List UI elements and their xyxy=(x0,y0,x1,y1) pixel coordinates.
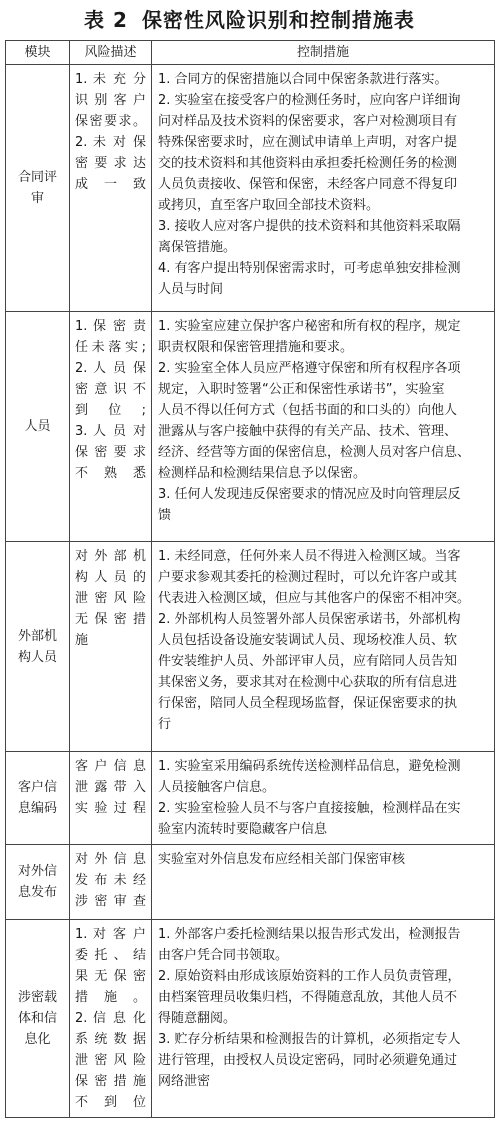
risk-description-line: 2. 信 息 化 xyxy=(75,1011,146,1026)
module-line: 审 xyxy=(30,191,44,206)
risk-description-line: 识 别 客 户 xyxy=(75,93,146,108)
control-measures-line: 代表进入检测区域，但应与其他客户的保密不相冲突。 xyxy=(158,591,471,606)
module-line: 客户信 xyxy=(17,780,57,795)
control-measures-line: 2. 外部机构人员签署外部人员保密承诺书，外部机构 xyxy=(158,612,461,627)
module-line: 外部机 xyxy=(17,628,57,644)
control-measures-line: 件安装维护人员、外部评审人员，应有陪同人员告知 xyxy=(158,654,458,669)
control-measures-line: 2. 实验室检验人员不与客户直接接触，检测样品在实 xyxy=(158,801,461,816)
control-measures-line: 1. 合同方的保密措施以合同中保密条款进行落实。 xyxy=(158,72,448,87)
module-line: 对外信 xyxy=(17,864,57,879)
risk-description-line: 对 外 信 息 xyxy=(75,852,146,867)
control-measures-line: 由客户凭合同书领取。 xyxy=(158,948,289,963)
control-measures-line: 由档案管理员收集归档，不得随意乱放，其他人员不 xyxy=(158,990,458,1005)
control-measures-line: 人员接触客户信息。 xyxy=(158,780,276,795)
module-cell xyxy=(6,845,70,920)
header-control-measures: 控制措施 xyxy=(152,41,495,65)
risk-description-line: 保 密 措 施 xyxy=(75,1074,146,1089)
risk-description-line: 密 要 求 达 xyxy=(75,156,146,171)
risk-description-line: 1. 未 充 分 xyxy=(75,72,146,87)
control-measures-line: 网络泄密 xyxy=(158,1074,211,1089)
risk-description-cell xyxy=(70,845,152,920)
control-measures-line: 泄露从与客户接触中获得的有关产品、技术、管理、 xyxy=(158,424,458,439)
control-measures-cell xyxy=(152,752,495,845)
control-measures-line: 行 xyxy=(158,717,172,732)
risk-description-line: 任未落实; xyxy=(75,340,146,355)
table-title xyxy=(0,0,499,40)
control-measures-line: 特殊保密要求时，应在测试申请单上声明，对客户提 xyxy=(158,135,458,150)
control-measures-line: 检测样品和检测结果信息予以保密。 xyxy=(158,466,367,481)
risk-description-cell xyxy=(70,752,152,845)
module-cell xyxy=(6,752,70,845)
table-row xyxy=(6,920,495,1118)
table-row xyxy=(6,65,495,312)
control-measures-line: 3. 接收人应对客户提供的技术资料和其他资料采取隔 xyxy=(158,219,461,234)
risk-description-line: 1. 对 客 户 xyxy=(75,927,146,942)
risk-description-cell xyxy=(70,920,152,1118)
risk-description-line: 泄 密 风 险 xyxy=(75,1053,146,1068)
module-line: 人员 xyxy=(24,419,51,434)
module-line: 息编码 xyxy=(17,801,57,816)
risk-description-line: 成一致 xyxy=(75,177,146,192)
risk-description-line: 客 户 信 息 xyxy=(75,759,146,774)
control-measures-line: 交的技术资料和其他资料由承担委托检测任务的检测 xyxy=(158,156,458,171)
risk-description-line: 保 密 要 求 xyxy=(75,445,146,460)
module-cell xyxy=(6,65,70,312)
table-row xyxy=(6,542,495,752)
risk-description-line: 施 xyxy=(75,633,89,648)
risk-description-line: 2. 未 对 保 xyxy=(75,135,146,150)
risk-description-line: 涉密审查 xyxy=(75,894,146,909)
control-measures-line: 2. 实验室全体人员应严格遵守保密和所有权程序各项 xyxy=(158,361,461,376)
risk-description-line: 委 托 、 结 xyxy=(75,948,146,963)
table-row xyxy=(6,752,495,845)
control-measures-line: 离保管措施。 xyxy=(158,240,237,255)
control-measures-line: 验室内流转时要隐藏客户信息 xyxy=(158,822,328,837)
risk-description-line: 不熟悉 xyxy=(75,466,146,481)
risk-description-line: 措施。 xyxy=(75,990,146,1005)
risk-description-cell xyxy=(70,312,152,542)
module-line: 涉密载 xyxy=(17,990,57,1005)
risk-description-line: 2. 人 员 保 xyxy=(75,361,146,376)
header-row xyxy=(6,41,495,65)
risk-description-line: 发 布 未 经 xyxy=(75,873,146,888)
control-measures-line: 2. 实验室在接受客户的检测任务时，应向客户详细询 xyxy=(158,93,461,108)
control-measures-cell xyxy=(152,920,495,1118)
control-measures-line: 人员包括设备设施安装调试人员、现场校准人员、软 xyxy=(158,633,458,648)
control-measures-line: 经济、经营等方面的保密信息，检测人员对客户信息、 xyxy=(158,445,471,460)
control-measures-line: 户要求参观其委托的检测过程时，可以允许客户或其 xyxy=(158,570,458,585)
control-measures-cell xyxy=(152,845,495,920)
control-measures-line: 人员不得以任何方式（包括书面的和口头的）向他人 xyxy=(158,403,458,418)
risk-description-line: 无 保 密 措 xyxy=(75,612,146,627)
header-module: 模块 xyxy=(6,41,70,65)
control-measures-line: 得随意翻阅。 xyxy=(158,1011,237,1026)
module-line: 体和信 xyxy=(17,1011,57,1026)
risk-description-line: 系 统 数 据 xyxy=(75,1032,146,1047)
risk-description-line: 1. 保 密 责 xyxy=(75,319,146,334)
control-measures-line: 其保密义务，要求其对在检测中心获取的所有信息进 xyxy=(158,675,458,690)
control-measures-line: 进行管理，由授权人员设定密码，同时必须避免通过 xyxy=(158,1053,458,1068)
header-risk-description: 风险描述 xyxy=(70,41,152,65)
risk-description-line: 泄 密 风 险 xyxy=(75,591,146,606)
control-measures-cell xyxy=(152,312,495,542)
risk-description-line: 果 无 保 密 xyxy=(75,969,146,984)
control-measures-line: 1. 实验室应建立保护客户秘密和所有权的程序，规定 xyxy=(158,319,461,334)
control-measures-line: 1. 外部客户委托检测结果以报告形式发出，检测报告 xyxy=(158,927,461,942)
risk-description-line: 实验过程 xyxy=(75,801,146,816)
control-measures-line: 人员负责接收、保管和保密，未经客户同意不得复印 xyxy=(158,177,458,192)
control-measures-line: 4. 有客户提出特别保密需求时，可考虑单独安排检测 xyxy=(158,261,461,276)
risk-description-line: 保密要求。 xyxy=(75,114,146,129)
risk-description-cell xyxy=(70,65,152,312)
table-row xyxy=(6,845,495,920)
control-measures-line: 1. 实验室采用编码系统传送检测样品信息，避免检测 xyxy=(158,759,461,774)
control-measures-line: 行保密，陪同人员全程现场监督，保证保密要求的执 xyxy=(158,696,458,711)
control-measures-line: 实验室对外信息发布应经相关部门保密审核 xyxy=(158,852,406,867)
module-line: 构人员 xyxy=(17,649,57,665)
risk-description-cell xyxy=(70,542,152,752)
risk-description-line: 泄 露 带 入 xyxy=(75,780,146,795)
module-cell xyxy=(6,920,70,1118)
risk-control-table xyxy=(5,40,495,1118)
table-row xyxy=(6,312,495,542)
risk-description-line: 到位; xyxy=(75,403,146,418)
module-cell xyxy=(6,312,70,542)
module-cell xyxy=(6,542,70,752)
risk-description-line: 密 意 识 不 xyxy=(75,382,146,397)
module-line: 合同评 xyxy=(17,170,57,185)
module-line: 息发布 xyxy=(17,885,57,900)
module-line: 息化 xyxy=(24,1032,51,1047)
risk-description-line: 不到位 xyxy=(75,1095,146,1110)
risk-description-line: 3. 人 员 对 xyxy=(75,424,146,439)
risk-description-line: 对 外 部 机 xyxy=(75,549,146,564)
control-measures-line: 2. 原始资料由形成该原始资料的工作人员负责管理， xyxy=(158,969,461,984)
control-measures-line: 3. 贮存分析结果和检测报告的计算机，必须指定专人 xyxy=(158,1032,461,1047)
table-number: 表 2 xyxy=(84,8,128,32)
risk-description-line: 构 人 员 的 xyxy=(75,570,146,585)
control-measures-line: 或拷贝，直至客户取回全部技术资料。 xyxy=(158,198,380,213)
table-title-text: 保密性风险识别和控制措施表 xyxy=(141,8,415,32)
control-measures-line: 人员与时间 xyxy=(158,282,224,297)
control-measures-line: 问对样品及技术资料的保密要求，客户对检测项目有 xyxy=(158,114,458,129)
control-measures-cell xyxy=(152,542,495,752)
control-measures-cell xyxy=(152,65,495,312)
control-measures-line: 规定，入职时签署“公正和保密性承诺书”，实验室 xyxy=(158,382,445,397)
control-measures-line: 馈 xyxy=(158,508,172,523)
control-measures-line: 1. 未经同意，任何外来人员不得进入检测区域。当客 xyxy=(158,549,461,564)
control-measures-line: 职责权限和保密管理措施和要求。 xyxy=(158,340,354,355)
control-measures-line: 3. 任何人发现违反保密要求的情况应及时向管理层反 xyxy=(158,487,461,502)
